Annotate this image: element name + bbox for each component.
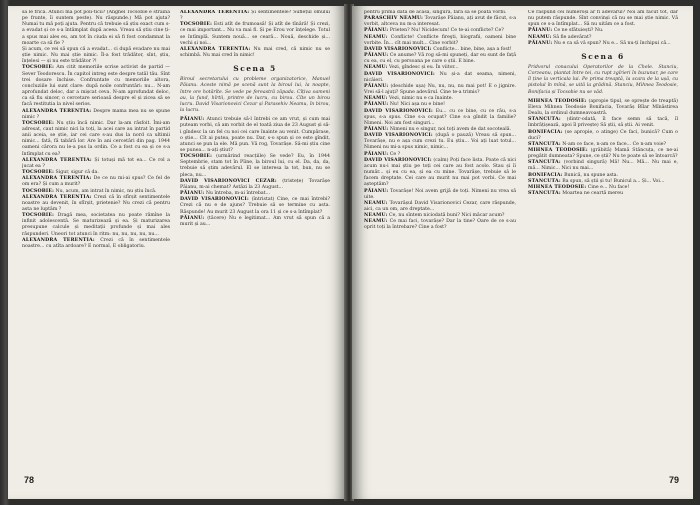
speaker-name: NEAMU: bbox=[364, 219, 388, 225]
speaker-name: PĂIANU: bbox=[180, 215, 205, 221]
scene-heading: Scena 6 bbox=[581, 51, 625, 61]
dialogue-paragraph bbox=[364, 72, 516, 84]
dialogue-text: De ce nu mi-ai spus? Ce fel de om era? Și cum a murit? bbox=[22, 176, 170, 188]
dialogue-paragraph bbox=[180, 197, 330, 215]
speaker-name: PĂIANU: bbox=[364, 151, 389, 157]
speaker-name: DAVID VISARIONOVICI: bbox=[364, 157, 432, 163]
dialogue-paragraph bbox=[528, 117, 678, 129]
dialogue-text: Bunică, nu spune asta. bbox=[564, 172, 619, 178]
dialogue-text: Nu, acum, am intrat în nimic, nu știu încă. bbox=[55, 188, 157, 194]
speaker-name: TOCSOBIE: bbox=[22, 120, 55, 126]
dialogue-paragraph bbox=[528, 41, 678, 47]
page-number-right: 79 bbox=[668, 475, 679, 485]
speaker-name: ALEXANDRA TERENTIA: bbox=[22, 157, 92, 163]
dialogue-paragraph bbox=[22, 158, 170, 170]
speaker-name: PĂIANU: bbox=[364, 188, 389, 194]
dialogue-paragraph bbox=[364, 84, 516, 96]
dialogue-text: Nimeni nu e singur, noi toți avem de dat socoteală. bbox=[389, 126, 512, 132]
dialogue-paragraph bbox=[364, 16, 516, 28]
speaker-name: ALEXANDRA TERENTIA: bbox=[180, 10, 250, 15]
stage-direction: Pridvorul conacului Operatorilor de la Chele. Stanciu, Corzeanu, plantat între tei, cu rupt zgîrieri în buzunar, pe care îl ține la verticala lui. Pe prima treaptă, la scara de la ușă, cu pistolul în mînă, se uită la grădină. Stanciu, Mihnea Teodosie, Bonifacia și Tocsobie nu se văd. bbox=[528, 64, 678, 95]
dialogue-text: (tăcere) Nu e legitimat... Am vrut să spun că a murit și au... bbox=[180, 215, 330, 227]
dialogue-text: (apropie tipul, se oprește de treaptă) Eleva Mihnea Teodosie Bonifacia, Tovarăș Bîlar Mînăstirea Dealu, la ordinul dumneavoastră. bbox=[528, 98, 678, 117]
speaker-name: PARASCHIV NEAMU: bbox=[364, 16, 424, 22]
dialogue-text: Și sentimentele? Suflețul omului ? bbox=[180, 10, 330, 22]
speaker-name: STANCUTA: bbox=[528, 141, 561, 147]
speaker-name: DAVID VISARIONOVICI CEZAR: bbox=[180, 178, 277, 184]
dialogue-text: (după o pauză) Vreau să spun... Tovarășe, nu e așa cum crezi tu. Eu știu... Voi ați luat totul... Nimeni nu mi-a spus nimic, nimic... bbox=[364, 133, 516, 151]
dialogue-text: Nu știu încă nimic. Dar la-am răsfoit. Îmi-am adresat, caut nimic nici la toți, la acei care au intrat în partid anii aceia, se știe, iar cei care s-au dus la nord ca ultimii nimic... fată, fă tabără lor. Are în ani cercetări din pag. 1944 oameni cărora nu le-a pus la ordin. Ce a fost cu ea și ce s-a întîmplat cu ea? bbox=[22, 120, 170, 157]
speaker-name: DAVID VISARIONOVICI: bbox=[364, 133, 433, 139]
dialogue-text: Prieten? Nu! Nicidecum! Ce te-ai conflicte? Ce? bbox=[389, 28, 504, 34]
dialogue-paragraph bbox=[364, 158, 516, 189]
dialogue-text: Conflicte... bine, bine, așa a fost! bbox=[433, 46, 512, 52]
speaker-name: PĂIANU: bbox=[528, 28, 553, 34]
speaker-name: TOCSOBIE: bbox=[180, 154, 213, 160]
right-column-1 bbox=[364, 10, 516, 473]
dialogue-paragraph bbox=[22, 238, 170, 250]
dialogue-paragraph bbox=[22, 213, 170, 238]
dialogue-text: Ce mai faci, tovarășe? Dar la tine? Oare de ce s-au oprit toți la întrebare? Cine a fost? bbox=[364, 219, 516, 231]
speaker-name: DAVID VISARIONOVICI: bbox=[364, 71, 435, 77]
right-column-2 bbox=[528, 10, 678, 473]
dialogue-text: Eu... cu ce bine, cu ce rău, s-a spus, s-a spus. Cine s-a ocupat? Cine s-a gîndit la familie? Nimeni. Noi am fost singuri... bbox=[364, 108, 516, 126]
dialogue-paragraph bbox=[528, 160, 678, 172]
dialogue-text: (dintr-odată, îl face semn să tacă, îl îmbrățișează, apoi îl privește) Să știi, să știi. Ai venit. bbox=[528, 117, 678, 129]
speaker-name: MIHNEA TEODOSIE: bbox=[528, 98, 587, 104]
speaker-name: ALEXANDRA TERENTIA: bbox=[22, 194, 92, 200]
dialogue-paragraph bbox=[364, 133, 516, 151]
dialogue-text: Tovarășe! Noi avem grijă de toți. Nimeni nu vrea să uite. bbox=[364, 188, 516, 200]
dialogue-text: Nu și-a dat seama, nimeni, nicăieri. bbox=[364, 71, 516, 83]
stage-direction: Biroul secretarului cu probleme organizatorice, Manuel Păianu. Aceste nimă pe scenă sunt la biroul lui, la noapte, între ore hotărîte. Se vede pe fereastră zăpada. Cîțiva oameni au, la fund, hîrtii, printre de lucru, cu birou. Cîte un birou lucru. David Visarionovici Cezar și Parasehiv Neamu, în birou, la lucru. bbox=[180, 77, 330, 114]
speaker-name: BONIFACIA: bbox=[528, 172, 563, 178]
dialogue-text: Ce ? bbox=[389, 151, 401, 157]
dialogue-text: Esti atît de frumoasă! Și atît de tînără! Și crezi, ce mai important... Nu va mai fi. Și pe Erou vor înțelege. Totul se întîmplă. Suntem nouă... se ceară... Nouă, deschide și... vechi și noi... bbox=[180, 22, 330, 46]
speaker-name: PĂIANU: bbox=[180, 117, 205, 123]
dialogue-text: Moartea ne ceartă mereu bbox=[562, 191, 624, 197]
speaker-name: STANCUTA: bbox=[528, 178, 561, 184]
dialogue-paragraph bbox=[180, 10, 330, 22]
speaker-name: PĂIANU: bbox=[528, 40, 553, 46]
dialogue-text: Ce, nu sîntem niciodată buni? Nici măcar acum? bbox=[389, 213, 505, 219]
dialogue-text: (urmărind reacțiile) Se vede? Eu, în 1944 Septembrie, stam tot în Pîine, la biroul lui, cu el. Da, da, da, trebuie să știm adevărul. El se interesa la tot, bun, nu se pleca, nu... bbox=[180, 154, 330, 178]
speaker-name: NEAMU: bbox=[364, 65, 388, 71]
speaker-name: MIHNEA TEODOSIE: bbox=[528, 184, 587, 190]
dialogue-paragraph bbox=[528, 191, 678, 197]
dialogue-text: Tovarășe Păianu, ați avut de făcut, s-a vorbit, altceva nu m-a interesat. bbox=[364, 16, 516, 28]
dialogue-paragraph bbox=[364, 201, 516, 213]
dialogue-paragraph bbox=[528, 130, 678, 142]
dialogue-paragraph bbox=[22, 47, 170, 65]
dialogue-text: (calm) Poți face lista. Poate că nici acum nu-i mai știu pe toți cei care au fost acolo. Stau și îi număr... și eu cu ea, și ea cu mine. Tovarășe, trebuie să le facem dreptate. Cei care au murit nu mai pot vorbi. Ce mai așteptăm? bbox=[364, 157, 516, 188]
dialogue-paragraph bbox=[528, 99, 678, 117]
dialogue-paragraph bbox=[364, 189, 516, 201]
speaker-name: PĂIANU: bbox=[364, 102, 389, 108]
dialogue-paragraph bbox=[180, 47, 330, 59]
speaker-name: BONIFACIA: bbox=[528, 129, 563, 135]
dialogue-text: Nu e ca să vă spun? Nu e... Să nu-ți închipui că... bbox=[553, 40, 671, 46]
dialogue-paragraph bbox=[22, 121, 170, 158]
speaker-name: ALEXANDRA TERENTIA: bbox=[180, 46, 251, 52]
dialogue-paragraph bbox=[22, 109, 170, 121]
left-column-2 bbox=[180, 10, 330, 473]
dialogue-text: Nu! Nici așa nu e bine! bbox=[389, 102, 445, 108]
dialogue-text: Despre mama mea nu se spune nimic ? bbox=[22, 108, 170, 120]
dialogue-text: Tovarășul David Visarionovici Cezar, care răspunde, aici, ca un om, are dreptate... bbox=[364, 200, 516, 212]
dialogue-text: Ce anume? Vă rog să-mi spuneți, dar eu sunt de față cu ea, cu el, cu persoana pe care o știi. E bine. bbox=[364, 53, 516, 65]
speaker-name: MIHNEA TEODOSIE: bbox=[528, 147, 588, 153]
dialogue-text: Dragă mea, societatea nu poate rămîne la infinit adolescentă. Se maturizează și ea. Și maturizarea presupune calcule și meditații profunde și mai ales răspunderi. Uneori tot atunci în ritm: nu, nu, nu, nu, nu... bbox=[22, 213, 170, 237]
scene-heading: Scena 5 bbox=[233, 64, 277, 74]
speaker-name: NEAMU: bbox=[364, 34, 388, 40]
dialogue-text: Conflicte! Conflicte fireşti, biografii, oameni bine vorbite. În... cît mai mult... Cine vorbit? bbox=[364, 34, 516, 46]
speaker-name: PĂIANU: bbox=[180, 191, 205, 197]
dialogue-text: Și totuși mă tot ea... Ce rol a jucat ea ? bbox=[22, 157, 170, 169]
dialogue-text: (tristețe) Tovarășe Păianu, m-ai chemat? Astăzi la 23 August... bbox=[180, 178, 330, 190]
speaker-name: TOCSOBIE: bbox=[22, 188, 55, 194]
dialogue-paragraph bbox=[364, 35, 516, 47]
dialogue-text: Ba spun, să știi și tu! Bunicul a... Și... Voi... bbox=[562, 178, 665, 184]
dialogue-text: Vezi, nimic nu e ca înainte. bbox=[389, 96, 453, 102]
speaker-name: ALEXANDRA TERENTIA: bbox=[22, 108, 92, 114]
dialogue-text: Crezi că în sentimentele noastre... cu atîta ardoare? E normal, E obligatoriu. bbox=[22, 237, 170, 249]
left-column-1 bbox=[22, 10, 170, 473]
dialogue-text: Am citit memoriile scrise activist de partid — Sever Teodorescu. În capitol intreg este despre tatăl tău. Sînt trei dosare închise. Confruntate cu memoriile altora, concluziile lui sunt clare: după noile confruntări: nu... N-am aprofundat deloc, dar a mișcat ceva. N-am aprofundat deloc, ca să fiu sincer, o cercetare serioasă despre el și zicea să se facă restitutia la nivel serios. bbox=[22, 65, 170, 108]
speaker-name: STANCUTA: bbox=[528, 191, 561, 197]
speaker-name: ALEXANDRA TERENTIA: bbox=[22, 176, 92, 182]
dialogue-text: Ce răspund cei numeroși ar fi adevărul? Noi am făcut tot, dar nu putem răspunde. Sînt convinși că nu se mai știe nimic. Vă spun ce s-a întîmplat... Să nu uităm ce a fost. bbox=[528, 10, 678, 28]
speaker-name: ALEXANDRA TERENTIA: bbox=[22, 237, 95, 243]
dialogue-text: (deschide ușa) Nu, nu, nu, nu mai pot! E o jignire. Vrei să-l ajuți? Spune adevărul. Cine te-a trimis? bbox=[364, 83, 516, 96]
dialogue-paragraph bbox=[364, 219, 516, 231]
speaker-name: NEAMU: bbox=[364, 213, 388, 219]
dialogue-paragraph bbox=[364, 109, 516, 127]
dialogue-text: Sigur, sigur că da. bbox=[55, 170, 99, 176]
dialogue-text: (se apropie, o atinge) Ce faci, bunică? Cum o duci? bbox=[528, 129, 678, 141]
speaker-name: TOCSOBIE: bbox=[180, 22, 213, 28]
dialogue-text: Și acum, ce vei să spun că a evadat... ci după evadare nu mai știe nimic. Nu mai știe nimic. Îl-a fost trădător, sînt, știu, înțelesi — și nu este trădător ?! bbox=[22, 46, 170, 65]
dialogue-text: N-am ce face, n-am ce face... Ce n-am voie? bbox=[562, 141, 667, 147]
dialogue-text: Nu mai cred, că nimic nu se schimbă. Nu mai cred în nimic! bbox=[180, 46, 330, 59]
dialogue-paragraph bbox=[528, 148, 678, 160]
speaker-name: NEAMU: bbox=[528, 34, 552, 40]
dialogue-text: Atunci trebuie să-l întrebi ce am vrut, și cum mai puteam vorbi, că am vorbit de el toată ziua de 23 August și să-i gîndesc la un fel cu noi cei care înainte au venit. Cumpărase, o știe... Cît ai putea, poate nu. Dar, s-o spun și ce este gîndit, atunci se pun la ele. Mă pun. Vă rog, Tovarășe. Să-mi știu cine se punea... n-ați știut? bbox=[180, 117, 330, 153]
dialogue-text: Să fie adevărat? bbox=[553, 34, 592, 40]
speaker-name: DAVID VISARIONOVICI: bbox=[364, 108, 433, 114]
dialogue-text: să le frică. Atunci mă pot poli-ticii? (Anghel Tocsobie e străină pe frunte, îi suntem peste). Nu răspunde.) Mă pot ajuta? Numai tu mă poți ajuta. Pentru că trebuie să știu exact cum s-a evadat și ce s-a întâmplat după aceea. Vreau să știu cine ți-a spus mai ales eu, am tot în ciuda ei să fi fost condamnat la moarte ca să fie ? bbox=[22, 10, 170, 46]
dialogue-text: Cine e... Nu face! bbox=[587, 184, 630, 190]
speaker-name: TOCSOBIE: bbox=[22, 213, 55, 219]
right-page bbox=[352, 6, 693, 499]
speaker-name: NEAMU: bbox=[364, 96, 388, 102]
speaker-name: DAVID VISARIONOVICI: bbox=[364, 46, 432, 52]
dialogue-paragraph bbox=[180, 216, 330, 228]
speaker-name: TOCSOBIE: bbox=[22, 65, 55, 71]
dialogue-paragraph bbox=[22, 195, 170, 213]
left-page bbox=[8, 6, 346, 499]
speaker-name: PĂIANU: bbox=[364, 28, 389, 34]
dialogue-text: (grăbită) Mamă Stăncuța, ce ne-ai pregătit dumneata? Spune, ce știi? Nu te poate să se întoarcă? bbox=[528, 147, 678, 160]
dialogue-text: (întristat) Cine, ce mai întrebi? Crezi că nu e de ajuns? Trebuie să se termine cu asta. Răspunde! Au murit 23 August la ora 11 și ce s-a întîmplat? bbox=[180, 197, 330, 215]
dialogue-paragraph bbox=[180, 179, 330, 191]
speaker-name: PĂIANU: bbox=[364, 83, 389, 89]
dialogue-paragraph bbox=[528, 10, 678, 28]
speaker-name: TOCSOBIE: bbox=[22, 170, 55, 176]
dialogue-text: pentru prima dată de acasă, singură, fără să se poată vorbi. bbox=[364, 10, 507, 15]
page-number-left: 78 bbox=[24, 475, 35, 485]
dialogue-text: Nu întreba, m-ai întrebat... bbox=[205, 191, 271, 197]
dialogue-paragraph bbox=[180, 117, 330, 154]
speaker-name: PĂIANU: bbox=[364, 53, 389, 59]
dialogue-paragraph bbox=[22, 10, 170, 47]
dialogue-paragraph bbox=[22, 65, 170, 108]
dialogue-text: (vorbind singură) Mă! Nu... Mă... Nu mai e, mă... Nimic... Nici nu mai... bbox=[528, 160, 678, 172]
speaker-name: DAVID VISARIONOVICI: bbox=[180, 197, 249, 203]
dialogue-text: Vezi, gîndesc și eu. În viitor... bbox=[389, 65, 459, 71]
dialogue-paragraph bbox=[180, 22, 330, 47]
speaker-name: STANCUTA: bbox=[528, 160, 561, 166]
dialogue-text: Ce ne sfătuiești? Nu. bbox=[553, 28, 604, 34]
dialogue-paragraph bbox=[22, 176, 170, 188]
speaker-name: STANCUTA: bbox=[528, 117, 561, 123]
speaker-name: PĂIANU: bbox=[364, 126, 389, 132]
dialogue-paragraph bbox=[364, 53, 516, 65]
dialogue-paragraph bbox=[180, 154, 330, 179]
speaker-name: NEAMU: bbox=[364, 200, 388, 206]
dialogue-text: Crezi că în sfîrșit sentimentele noastre au devenit, în sfîrșit, prietenie? Nu crezi că pentru asta ne luptăm ? bbox=[22, 194, 170, 212]
